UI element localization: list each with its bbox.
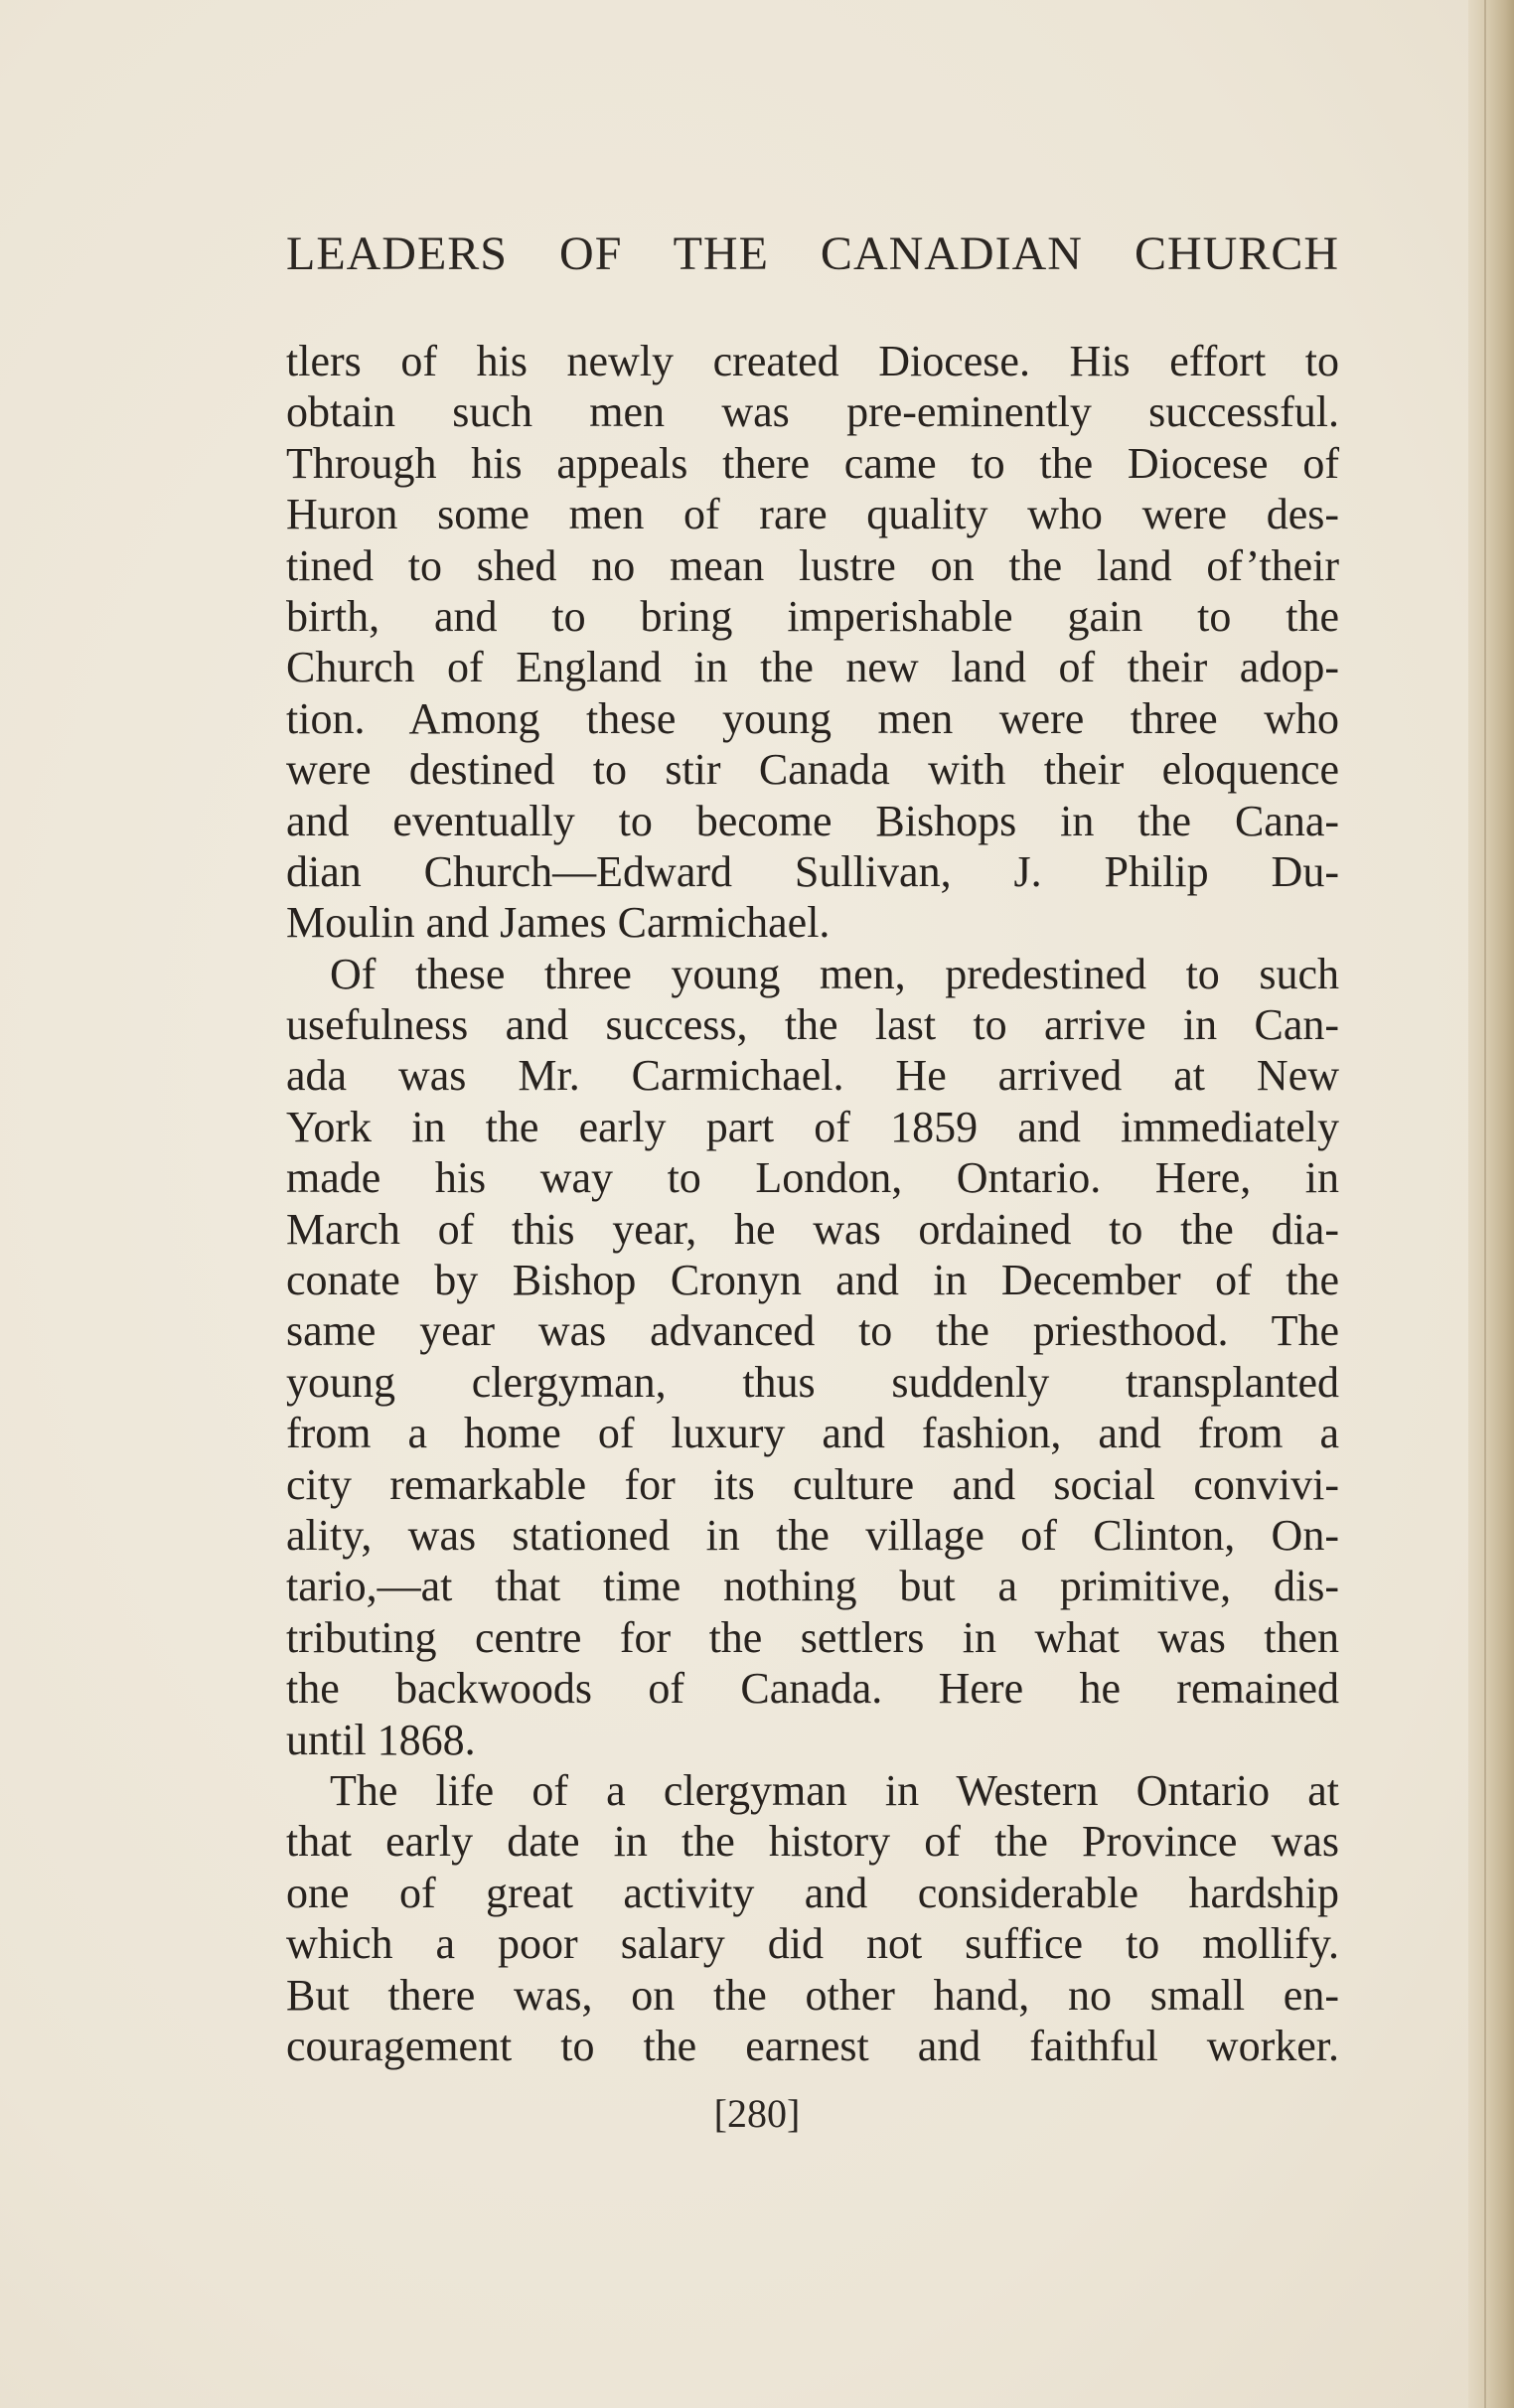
text-line: York in the early part of 1859 and immediately	[286, 1102, 1339, 1151]
text-line: The life of a clergyman in Western Ontario at	[330, 1765, 1339, 1815]
text-line: from a home of luxury and fashion, and from a	[286, 1409, 1339, 1458]
text-line: Church of England in the new land of their adop-	[286, 643, 1339, 692]
text-line: were destined to stir Canada with their eloquence	[286, 745, 1339, 795]
page-edge-shadow	[1468, 0, 1514, 2408]
text-line: until 1868.	[286, 1715, 476, 1764]
paragraph	[286, 336, 1339, 949]
text-line: March of this year, he was ordained to the dia-	[286, 1204, 1339, 1254]
text-line: Huron some men of rare quality who were des-	[286, 490, 1339, 539]
text-line: conate by Bishop Cronyn and in December of the	[286, 1256, 1339, 1305]
text-line: same year was advanced to the priesthood. The	[286, 1306, 1339, 1356]
text-line: dian Church—Edward Sullivan, J. Philip Du-	[286, 846, 1339, 896]
text-line: But there was, on the other hand, no small en-	[286, 1970, 1339, 2020]
text-line: ality, was stationed in the village of Clinton, On-	[286, 1510, 1339, 1560]
text-line: ada was Mr. Carmichael. He arrived at New	[286, 1051, 1339, 1101]
paragraph	[286, 949, 1339, 1765]
text-line: made his way to London, Ontario. Here, in	[286, 1153, 1339, 1203]
text-line: that early date in the history of the Province was	[286, 1817, 1339, 1867]
running-head: LEADERS OF THE CANADIAN CHURCH	[286, 227, 1339, 280]
gutter-line	[1484, 0, 1486, 2408]
text-line: the backwoods of Canada. Here he remained	[286, 1664, 1339, 1714]
text-line: Of these three young men, predestined to such	[330, 949, 1339, 998]
text-line: which a poor salary did not suffice to mollify.	[286, 1919, 1339, 1969]
text-line: tario,—at that time nothing but a primitive, dis-	[286, 1562, 1339, 1611]
text-line: Moulin and James Carmichael.	[286, 898, 831, 948]
page-number: [280]	[713, 2091, 801, 2136]
text-line: city remarkable for its culture and social convivi-	[286, 1459, 1339, 1509]
text-line: usefulness and success, the last to arrive in Can-	[286, 1000, 1339, 1050]
paragraph	[286, 1765, 1339, 2071]
text-line: obtain such men was pre-eminently successful.	[286, 387, 1339, 437]
text-line: tined to shed no mean lustre on the land of’their	[286, 540, 1339, 590]
text-line: tion. Among these young men were three who	[286, 693, 1339, 743]
text-line: tlers of his newly created Diocese. His effort to	[286, 337, 1339, 385]
text-line: Through his appeals there came to the Diocese of	[286, 438, 1339, 488]
text-line: birth, and to bring imperishable gain to the	[286, 591, 1339, 641]
text-line: tributing centre for the settlers in what was then	[286, 1612, 1339, 1662]
text-line: and eventually to become Bishops in the Cana-	[286, 796, 1339, 845]
text-line: couragement to the earnest and faithful worker.	[286, 2021, 1339, 2070]
text-line: one of great activity and considerable hardship	[286, 1868, 1339, 1917]
text-line: young clergyman, thus suddenly transplanted	[286, 1357, 1339, 1407]
body-text	[286, 336, 1339, 2071]
